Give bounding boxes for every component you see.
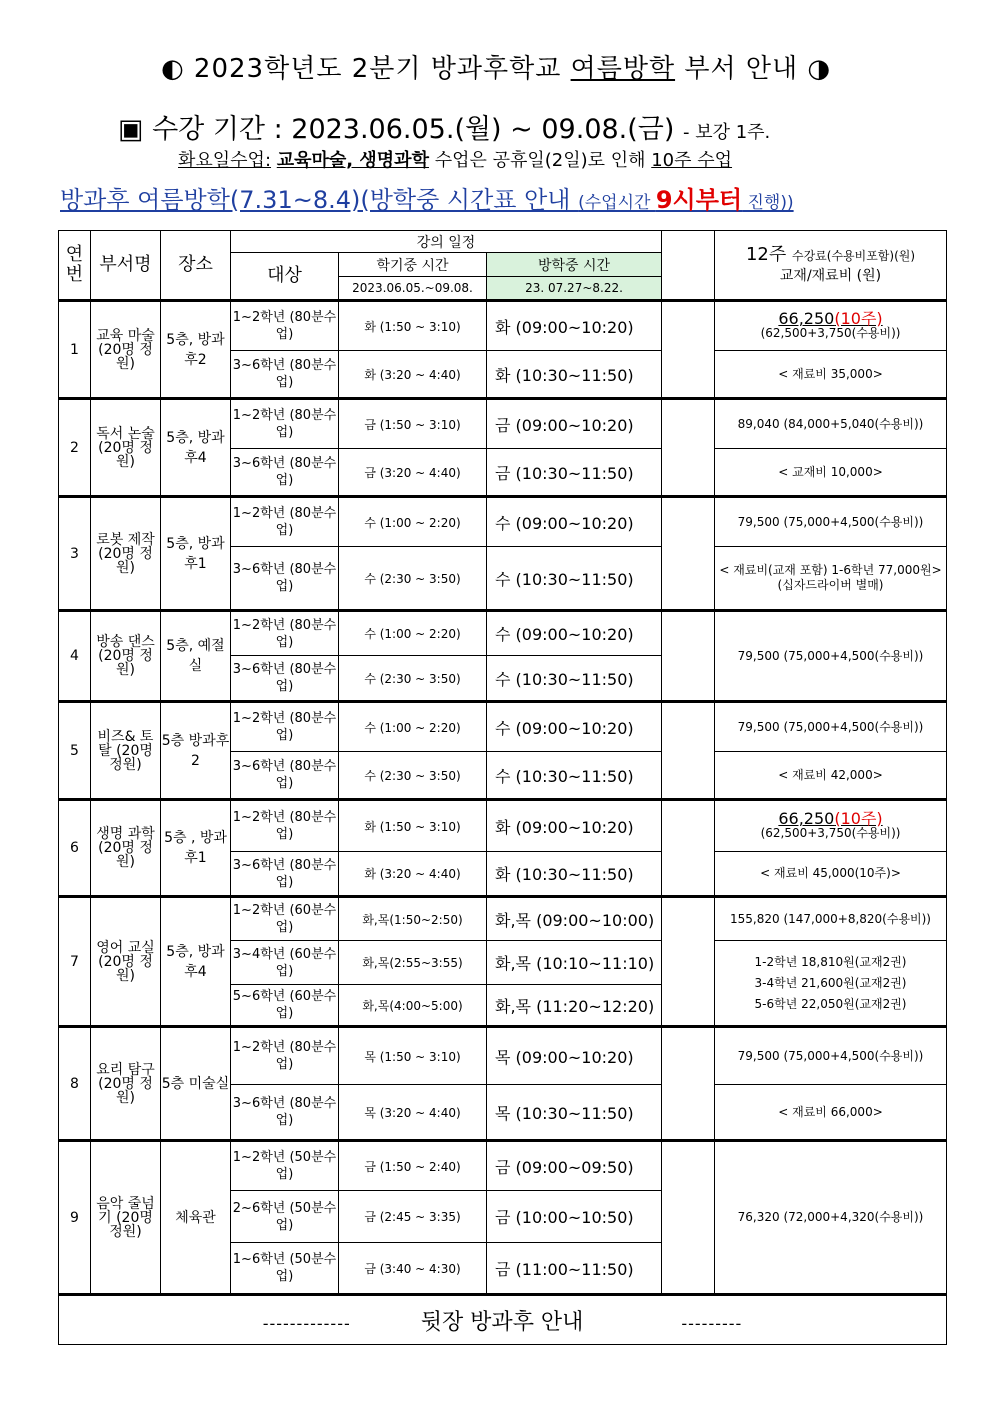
department-name: 비즈& 토탈 (20명 정원)	[91, 702, 161, 800]
semester-time: 금 (1:50 ~ 2:40)	[339, 1141, 487, 1191]
department-name: 독서 논술 (20명 정원)	[91, 399, 161, 497]
tuition-fee-breakdown: (62,500+3,750(수용비))	[760, 826, 901, 840]
page-title: ◐ 2023학년도 2분기 방과후학교 여름방학 부서 안내 ◑	[160, 54, 832, 84]
semester-time: 수 (1:00 ~ 2:20)	[339, 702, 487, 752]
header-blank	[662, 231, 715, 301]
tuition-fee: 79,500 (75,000+4,500(수용비))	[715, 1027, 947, 1085]
row-number: 5	[59, 702, 91, 800]
header-semester: 학기중 시간	[339, 253, 487, 277]
row-number: 2	[59, 399, 91, 497]
blank-cell	[662, 497, 715, 611]
header-vacation: 방학중 시간	[487, 253, 662, 277]
vacation-time: 목 (09:00~10:20)	[487, 1027, 662, 1085]
tuition-fee: 76,320 (72,000+4,320(수용비))	[715, 1141, 947, 1295]
class-location: 5층, 방과후4	[161, 897, 231, 1027]
tuition-fee-breakdown: (62,500+3,750(수용비))	[760, 326, 901, 340]
vacation-time: 금 (09:00~10:20)	[487, 399, 662, 449]
semester-time: 금 (3:40 ~ 4:30)	[339, 1243, 487, 1295]
vacation-time: 화,목 (10:10~11:10)	[487, 941, 662, 985]
semester-time: 수 (1:00 ~ 2:20)	[339, 497, 487, 547]
tuition-fee-total: 66,250(10주)	[778, 809, 883, 828]
tuesday-note: 화요일수업: 교육마술, 생명과학 수업은 공휴일(2일)로 인해 10주 수업	[178, 150, 733, 171]
blank-cell	[662, 301, 715, 399]
footer-note	[59, 1295, 947, 1345]
weeks-label: (10주)	[834, 309, 883, 328]
class-location: 5층 미술실	[161, 1027, 231, 1141]
footer-dash-right: ---------	[681, 1313, 743, 1333]
target-grade: 3~6학년 (80분수업)	[231, 351, 339, 399]
target-grade: 1~2학년 (80분수업)	[231, 399, 339, 449]
blank-cell	[662, 800, 715, 897]
vacation-time: 금 (10:00~10:50)	[487, 1191, 662, 1243]
semester-time: 화 (3:20 ~ 4:40)	[339, 852, 487, 897]
tuition-fee: 89,040 (84,000+5,040(수용비))	[715, 399, 947, 449]
vacation-time: 화 (10:30~11:50)	[487, 351, 662, 399]
vacation-time: 수 (10:30~11:50)	[487, 752, 662, 800]
class-location: 5층 , 방과후1	[161, 800, 231, 897]
material-fee-line: 3-4학년 21,600원(교재2권)	[754, 975, 907, 990]
vacation-time: 수 (09:00~10:20)	[487, 611, 662, 656]
semester-time: 목 (3:20 ~ 4:40)	[339, 1085, 487, 1141]
target-grade: 3~4학년 (60분수업)	[231, 941, 339, 985]
department-name: 방송 댄스 (20명 정원)	[91, 611, 161, 702]
vacation-time: 금 (11:00~11:50)	[487, 1243, 662, 1295]
target-grade: 1~2학년 (80분수업)	[231, 611, 339, 656]
target-grade: 1~2학년 (60분수업)	[231, 897, 339, 941]
vacation-time: 금 (10:30~11:50)	[487, 449, 662, 497]
vacation-time: 수 (09:00~10:20)	[487, 702, 662, 752]
material-fee: < 재료비 66,000>	[715, 1085, 947, 1141]
header-no: 연번	[59, 231, 91, 301]
department-name: 생명 과학 (20명 정원)	[91, 800, 161, 897]
department-name: 영어 교실 (20명 정원)	[91, 897, 161, 1027]
material-fee	[715, 941, 947, 1027]
tuition-fee: 155,820 (147,000+8,820(수용비))	[715, 897, 947, 941]
row-number: 7	[59, 897, 91, 1027]
semester-time: 수 (2:30 ~ 3:50)	[339, 656, 487, 702]
target-grade: 1~2학년 (80분수업)	[231, 702, 339, 752]
vacation-time: 수 (09:00~10:20)	[487, 497, 662, 547]
class-location: 5층, 방과후1	[161, 497, 231, 611]
header-dept: 부서명	[91, 231, 161, 301]
row-number: 9	[59, 1141, 91, 1295]
semester-time: 수 (2:30 ~ 3:50)	[339, 752, 487, 800]
header-fee: 12주 수강료(수용비포함)(원) 교재/재료비 (원)	[715, 231, 947, 301]
target-grade: 3~6학년 (80분수업)	[231, 656, 339, 702]
material-fee-line: 1-2학년 18,810원(교재2권)	[754, 954, 907, 969]
vacation-time: 목 (10:30~11:50)	[487, 1085, 662, 1141]
department-name: 교육 마술 (20명 정원)	[91, 301, 161, 399]
header-place: 장소	[161, 231, 231, 301]
vacation-time: 화 (09:00~10:20)	[487, 301, 662, 351]
row-number: 6	[59, 800, 91, 897]
target-grade: 1~2학년 (80분수업)	[231, 301, 339, 351]
row-number: 8	[59, 1027, 91, 1141]
weeks-label: (10주)	[834, 809, 883, 828]
material-fee: < 재료비 35,000>	[715, 351, 947, 399]
target-grade: 3~6학년 (80분수업)	[231, 449, 339, 497]
class-location: 체육관	[161, 1141, 231, 1295]
blank-cell	[662, 611, 715, 702]
tuition-fee: 79,500 (75,000+4,500(수용비))	[715, 611, 947, 702]
target-grade: 3~6학년 (80분수업)	[231, 547, 339, 611]
row-number: 3	[59, 497, 91, 611]
semester-time: 화,목(2:55~3:55)	[339, 941, 487, 985]
semester-time: 화 (3:20 ~ 4:40)	[339, 351, 487, 399]
target-grade: 3~6학년 (80분수업)	[231, 752, 339, 800]
target-grade: 1~2학년 (80분수업)	[231, 800, 339, 852]
material-fee: < 재료비 45,000(10주)>	[715, 852, 947, 897]
blank-cell	[662, 1141, 715, 1295]
schedule-table	[58, 230, 947, 1345]
class-location: 5층, 방과후2	[161, 301, 231, 399]
vacation-time: 수 (10:30~11:50)	[487, 547, 662, 611]
material-fee: < 교재비 10,000>	[715, 449, 947, 497]
semester-time: 금 (2:45 ~ 3:35)	[339, 1191, 487, 1243]
target-grade: 3~6학년 (80분수업)	[231, 852, 339, 897]
vacation-time: 금 (09:00~09:50)	[487, 1141, 662, 1191]
blank-cell	[662, 897, 715, 1027]
header-vacation-dates: 23. 07.27~8.22.	[487, 277, 662, 301]
vacation-time: 화,목 (11:20~12:20)	[487, 985, 662, 1027]
row-number: 4	[59, 611, 91, 702]
department-name: 요리 탐구 (20명 정원)	[91, 1027, 161, 1141]
material-fee: < 재료비 42,000>	[715, 752, 947, 800]
semester-time: 수 (2:30 ~ 3:50)	[339, 547, 487, 611]
semester-time: 목 (1:50 ~ 3:10)	[339, 1027, 487, 1085]
semester-time: 화 (1:50 ~ 3:10)	[339, 800, 487, 852]
department-name: 음악 줄넘기 (20명 정원)	[91, 1141, 161, 1295]
semester-time: 금 (1:50 ~ 3:10)	[339, 399, 487, 449]
material-fee-line: 5-6학년 22,050원(교재2권)	[754, 996, 907, 1011]
vacation-time: 화 (10:30~11:50)	[487, 852, 662, 897]
class-location: 5층, 방과후4	[161, 399, 231, 497]
row-number: 1	[59, 301, 91, 399]
vacation-time: 화 (09:00~10:20)	[487, 800, 662, 852]
tuition-fee	[715, 301, 947, 351]
semester-time: 금 (3:20 ~ 4:40)	[339, 449, 487, 497]
course-period: ▣ 수강 기간 : 2023.06.05.(월) ~ 09.08.(금) - 보강 1주.	[118, 114, 771, 145]
footer-dash-left: -------------	[262, 1313, 351, 1333]
semester-time: 화,목(1:50~2:50)	[339, 897, 487, 941]
header-semester-dates: 2023.06.05.~09.08.	[339, 277, 487, 301]
semester-time: 화,목(4:00~5:00)	[339, 985, 487, 1027]
department-name: 로봇 제작 (20명 정원)	[91, 497, 161, 611]
class-location: 5층, 예절실	[161, 611, 231, 702]
tuition-fee	[715, 800, 947, 852]
vacation-time: 화,목 (09:00~10:00)	[487, 897, 662, 941]
target-grade: 1~2학년 (50분수업)	[231, 1141, 339, 1191]
footer-text: 뒷장 방과후 안내	[420, 1309, 584, 1335]
blank-cell	[662, 702, 715, 800]
target-grade: 1~2학년 (80분수업)	[231, 1027, 339, 1085]
blank-cell	[662, 399, 715, 497]
header-schedule: 강의 일정	[231, 231, 662, 253]
target-grade: 1~6학년 (50분수업)	[231, 1243, 339, 1295]
target-grade: 3~6학년 (80분수업)	[231, 1085, 339, 1141]
tuition-fee: 79,500 (75,000+4,500(수용비))	[715, 702, 947, 752]
vacation-time: 수 (10:30~11:50)	[487, 656, 662, 702]
tuition-fee: 79,500 (75,000+4,500(수용비))	[715, 497, 947, 547]
tuition-fee-total: 66,250(10주)	[778, 309, 883, 328]
class-location: 5층 방과후2	[161, 702, 231, 800]
semester-time: 수 (1:00 ~ 2:20)	[339, 611, 487, 656]
blank-cell	[662, 1027, 715, 1141]
target-grade: 1~2학년 (80분수업)	[231, 497, 339, 547]
material-fee: < 재료비(교재 포함) 1-6학년 77,000원> (십자드라이버 별매)	[715, 547, 947, 611]
target-grade: 2~6학년 (50분수업)	[231, 1191, 339, 1243]
summer-vacation-note: 방과후 여름방학(7.31~8.4)(방학중 시간표 안내 (수업시간 9시부터 진행))	[60, 186, 794, 214]
header-target: 대상	[231, 253, 339, 301]
target-grade: 5~6학년 (60분수업)	[231, 985, 339, 1027]
semester-time: 화 (1:50 ~ 3:10)	[339, 301, 487, 351]
